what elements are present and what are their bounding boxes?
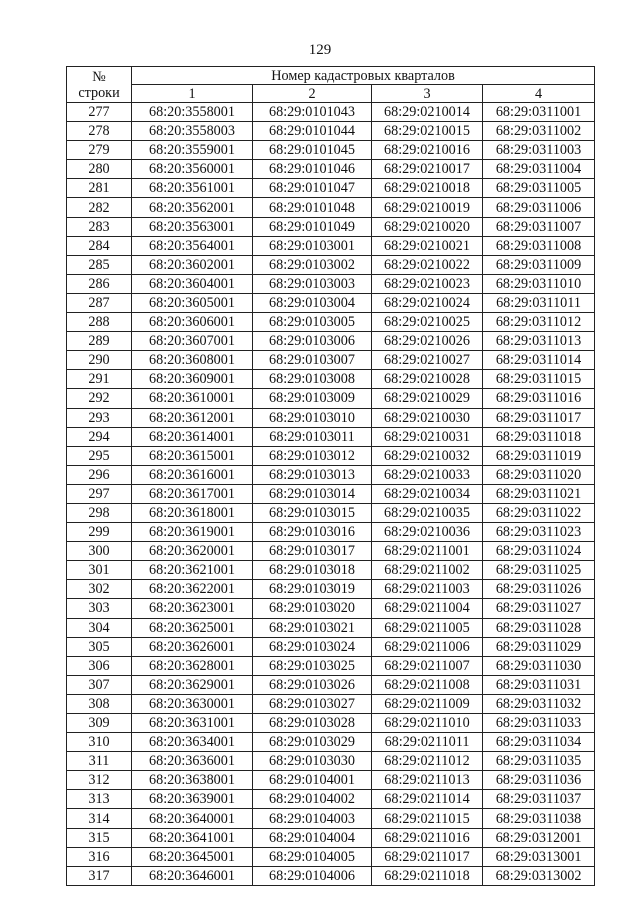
cadastral-number-col2: 68:29:0103002 <box>253 255 372 274</box>
cadastral-number-col1: 68:20:3604001 <box>132 274 253 293</box>
cadastral-number-col2: 68:29:0101043 <box>253 103 372 122</box>
row-number-cell: 285 <box>67 255 132 274</box>
cadastral-quarters-table <box>66 66 595 886</box>
cadastral-number-col1: 68:20:3641001 <box>132 828 253 847</box>
cadastral-number-col2: 68:29:0104003 <box>253 809 372 828</box>
table-row <box>67 790 595 809</box>
cadastral-number-col4: 68:29:0311036 <box>483 771 595 790</box>
table-row <box>67 427 595 446</box>
row-number-cell: 289 <box>67 332 132 351</box>
row-number-cell: 306 <box>67 656 132 675</box>
cadastral-number-col1: 68:20:3614001 <box>132 427 253 446</box>
cadastral-number-col2: 68:29:0103017 <box>253 542 372 561</box>
table-row <box>67 293 595 312</box>
cadastral-number-col1: 68:20:3640001 <box>132 809 253 828</box>
cadastral-number-col3: 68:29:0210027 <box>372 351 483 370</box>
cadastral-number-col3: 68:29:0210030 <box>372 408 483 427</box>
row-number-cell: 292 <box>67 389 132 408</box>
cadastral-number-col4: 68:29:0311017 <box>483 408 595 427</box>
cadastral-number-col1: 68:20:3560001 <box>132 160 253 179</box>
cadastral-number-col2: 68:29:0103012 <box>253 446 372 465</box>
cadastral-number-col3: 68:29:0210028 <box>372 370 483 389</box>
cadastral-number-col3: 68:29:0210025 <box>372 313 483 332</box>
row-number-cell: 316 <box>67 847 132 866</box>
cadastral-number-col1: 68:20:3605001 <box>132 293 253 312</box>
cadastral-number-col4: 68:29:0311005 <box>483 179 595 198</box>
cadastral-number-col4: 68:29:0311030 <box>483 656 595 675</box>
table-row <box>67 484 595 503</box>
table-row <box>67 408 595 427</box>
cadastral-number-col3: 68:29:0210023 <box>372 274 483 293</box>
cadastral-number-col2: 68:29:0103001 <box>253 236 372 255</box>
cadastral-number-col3: 68:29:0211010 <box>372 714 483 733</box>
cadastral-number-col2: 68:29:0103014 <box>253 484 372 503</box>
row-number-cell: 278 <box>67 122 132 141</box>
cadastral-number-col3: 68:29:0211009 <box>372 694 483 713</box>
cadastral-number-col1: 68:20:3634001 <box>132 733 253 752</box>
row-number-cell: 295 <box>67 446 132 465</box>
cadastral-number-col1: 68:20:3562001 <box>132 198 253 217</box>
column-header-3: 3 <box>372 85 483 103</box>
column-header-2: 2 <box>253 85 372 103</box>
table-row <box>67 561 595 580</box>
cadastral-number-col3: 68:29:0210016 <box>372 141 483 160</box>
cadastral-number-col4: 68:29:0311022 <box>483 503 595 522</box>
row-number-cell: 290 <box>67 351 132 370</box>
cadastral-number-col3: 68:29:0210015 <box>372 122 483 141</box>
row-number-cell: 298 <box>67 503 132 522</box>
cadastral-number-col2: 68:29:0104001 <box>253 771 372 790</box>
cadastral-number-col1: 68:20:3610001 <box>132 389 253 408</box>
cadastral-number-col3: 68:29:0211012 <box>372 752 483 771</box>
column-header-1: 1 <box>132 85 253 103</box>
row-number-cell: 312 <box>67 771 132 790</box>
table-row <box>67 828 595 847</box>
cadastral-number-col1: 68:20:3612001 <box>132 408 253 427</box>
cadastral-number-col4: 68:29:0311006 <box>483 198 595 217</box>
cadastral-number-col1: 68:20:3638001 <box>132 771 253 790</box>
cadastral-number-col2: 68:29:0103021 <box>253 618 372 637</box>
table-row <box>67 313 595 332</box>
cadastral-number-col3: 68:29:0210034 <box>372 484 483 503</box>
cadastral-number-col2: 68:29:0103028 <box>253 714 372 733</box>
cadastral-number-col2: 68:29:0103011 <box>253 427 372 446</box>
cadastral-number-col3: 68:29:0211005 <box>372 618 483 637</box>
row-number-cell: 313 <box>67 790 132 809</box>
row-number-cell: 302 <box>67 580 132 599</box>
table-row <box>67 694 595 713</box>
table-row <box>67 217 595 236</box>
row-number-cell: 308 <box>67 694 132 713</box>
table-row <box>67 656 595 675</box>
cadastral-number-col3: 68:29:0211006 <box>372 637 483 656</box>
table-row <box>67 389 595 408</box>
cadastral-number-col1: 68:20:3564001 <box>132 236 253 255</box>
row-number-cell: 288 <box>67 313 132 332</box>
cadastral-number-col1: 68:20:3561001 <box>132 179 253 198</box>
row-number-header-line2: строки <box>78 84 120 101</box>
cadastral-number-col4: 68:29:0311031 <box>483 675 595 694</box>
cadastral-number-col4: 68:29:0311010 <box>483 274 595 293</box>
cadastral-number-col1: 68:20:3619001 <box>132 523 253 542</box>
cadastral-number-col1: 68:20:3630001 <box>132 694 253 713</box>
row-number-cell: 282 <box>67 198 132 217</box>
row-number-cell: 299 <box>67 523 132 542</box>
cadastral-number-col2: 68:29:0103030 <box>253 752 372 771</box>
cadastral-number-col4: 68:29:0311032 <box>483 694 595 713</box>
cadastral-number-col2: 68:29:0101045 <box>253 141 372 160</box>
row-number-cell: 314 <box>67 809 132 828</box>
cadastral-number-col1: 68:20:3608001 <box>132 351 253 370</box>
row-number-cell: 284 <box>67 236 132 255</box>
cadastral-number-col3: 68:29:0210032 <box>372 446 483 465</box>
row-number-cell: 311 <box>67 752 132 771</box>
cadastral-number-col1: 68:20:3615001 <box>132 446 253 465</box>
cadastral-number-col1: 68:20:3639001 <box>132 790 253 809</box>
table-row <box>67 141 595 160</box>
cadastral-number-col1: 68:20:3609001 <box>132 370 253 389</box>
cadastral-number-col4: 68:29:0311035 <box>483 752 595 771</box>
row-number-cell: 281 <box>67 179 132 198</box>
row-number-cell: 301 <box>67 561 132 580</box>
cadastral-number-col4: 68:29:0311008 <box>483 236 595 255</box>
cadastral-number-col1: 68:20:3622001 <box>132 580 253 599</box>
row-number-cell: 317 <box>67 866 132 885</box>
cadastral-number-col4: 68:29:0311033 <box>483 714 595 733</box>
cadastral-number-col2: 68:29:0104004 <box>253 828 372 847</box>
cadastral-number-col1: 68:20:3617001 <box>132 484 253 503</box>
cadastral-number-col1: 68:20:3616001 <box>132 465 253 484</box>
table-row <box>67 160 595 179</box>
cadastral-number-col4: 68:29:0311034 <box>483 733 595 752</box>
table-row <box>67 332 595 351</box>
cadastral-number-col1: 68:20:3602001 <box>132 255 253 274</box>
cadastral-number-col3: 68:29:0210017 <box>372 160 483 179</box>
cadastral-number-col3: 68:29:0210020 <box>372 217 483 236</box>
row-number-cell: 277 <box>67 103 132 122</box>
cadastral-number-col3: 68:29:0211014 <box>372 790 483 809</box>
cadastral-number-col2: 68:29:0103027 <box>253 694 372 713</box>
table-row <box>67 465 595 484</box>
table-row <box>67 122 595 141</box>
row-number-cell: 283 <box>67 217 132 236</box>
cadastral-number-col4: 68:29:0311018 <box>483 427 595 446</box>
table-row <box>67 274 595 293</box>
cadastral-number-col2: 68:29:0103007 <box>253 351 372 370</box>
cadastral-number-col1: 68:20:3629001 <box>132 675 253 694</box>
cadastral-number-col1: 68:20:3645001 <box>132 847 253 866</box>
cadastral-number-col4: 68:29:0311007 <box>483 217 595 236</box>
cadastral-number-col4: 68:29:0311028 <box>483 618 595 637</box>
cadastral-number-col4: 68:29:0311001 <box>483 103 595 122</box>
row-number-cell: 309 <box>67 714 132 733</box>
cadastral-number-col3: 68:29:0210021 <box>372 236 483 255</box>
cadastral-group-header: Номер кадастровых кварталов <box>132 67 595 85</box>
cadastral-number-col1: 68:20:3607001 <box>132 332 253 351</box>
cadastral-number-col4: 68:29:0311026 <box>483 580 595 599</box>
cadastral-number-col2: 68:29:0101044 <box>253 122 372 141</box>
cadastral-number-col3: 68:29:0210031 <box>372 427 483 446</box>
row-number-cell: 279 <box>67 141 132 160</box>
table-row <box>67 714 595 733</box>
cadastral-number-col2: 68:29:0103029 <box>253 733 372 752</box>
table-row <box>67 351 595 370</box>
cadastral-number-col2: 68:29:0103013 <box>253 465 372 484</box>
cadastral-number-col2: 68:29:0103018 <box>253 561 372 580</box>
cadastral-number-col4: 68:29:0311003 <box>483 141 595 160</box>
cadastral-number-col3: 68:29:0210026 <box>372 332 483 351</box>
table-row <box>67 809 595 828</box>
cadastral-number-col2: 68:29:0103010 <box>253 408 372 427</box>
cadastral-number-col3: 68:29:0211002 <box>372 561 483 580</box>
row-number-cell: 307 <box>67 675 132 694</box>
cadastral-number-col2: 68:29:0103009 <box>253 389 372 408</box>
row-number-cell: 280 <box>67 160 132 179</box>
table-header <box>67 67 595 103</box>
cadastral-number-col3: 68:29:0211018 <box>372 866 483 885</box>
cadastral-number-col3: 68:29:0211007 <box>372 656 483 675</box>
cadastral-number-col2: 68:29:0101048 <box>253 198 372 217</box>
cadastral-number-col3: 68:29:0210024 <box>372 293 483 312</box>
cadastral-number-col2: 68:29:0103008 <box>253 370 372 389</box>
cadastral-number-col4: 68:29:0313001 <box>483 847 595 866</box>
cadastral-number-col4: 68:29:0311019 <box>483 446 595 465</box>
cadastral-number-col1: 68:20:3563001 <box>132 217 253 236</box>
cadastral-number-col1: 68:20:3620001 <box>132 542 253 561</box>
cadastral-number-col2: 68:29:0103019 <box>253 580 372 599</box>
cadastral-number-col2: 68:29:0103004 <box>253 293 372 312</box>
row-number-cell: 310 <box>67 733 132 752</box>
table-row <box>67 866 595 885</box>
cadastral-number-col1: 68:20:3559001 <box>132 141 253 160</box>
column-header-4: 4 <box>483 85 595 103</box>
cadastral-number-col4: 68:29:0311023 <box>483 523 595 542</box>
cadastral-number-col3: 68:29:0210022 <box>372 255 483 274</box>
cadastral-number-col2: 68:29:0101049 <box>253 217 372 236</box>
page-number: 129 <box>308 42 332 58</box>
cadastral-number-col4: 68:29:0311014 <box>483 351 595 370</box>
cadastral-number-col4: 68:29:0311004 <box>483 160 595 179</box>
cadastral-number-col1: 68:20:3626001 <box>132 637 253 656</box>
table-row <box>67 771 595 790</box>
cadastral-number-col1: 68:20:3558001 <box>132 103 253 122</box>
cadastral-number-col3: 68:29:0210014 <box>372 103 483 122</box>
cadastral-number-col2: 68:29:0103020 <box>253 599 372 618</box>
cadastral-number-col1: 68:20:3623001 <box>132 599 253 618</box>
cadastral-number-col4: 68:29:0312001 <box>483 828 595 847</box>
table-row <box>67 752 595 771</box>
table-row <box>67 847 595 866</box>
table-row <box>67 580 595 599</box>
cadastral-number-col4: 68:29:0311015 <box>483 370 595 389</box>
cadastral-number-col4: 68:29:0311024 <box>483 542 595 561</box>
cadastral-number-col3: 68:29:0211017 <box>372 847 483 866</box>
cadastral-number-col2: 68:29:0103003 <box>253 274 372 293</box>
cadastral-number-col3: 68:29:0210029 <box>372 389 483 408</box>
cadastral-number-col2: 68:29:0104006 <box>253 866 372 885</box>
table-row <box>67 103 595 122</box>
cadastral-number-col4: 68:29:0311016 <box>483 389 595 408</box>
cadastral-number-col1: 68:20:3646001 <box>132 866 253 885</box>
cadastral-number-col1: 68:20:3606001 <box>132 313 253 332</box>
row-number-cell: 303 <box>67 599 132 618</box>
table-row <box>67 523 595 542</box>
cadastral-number-col2: 68:29:0103024 <box>253 637 372 656</box>
cadastral-number-col3: 68:29:0210019 <box>372 198 483 217</box>
cadastral-number-col4: 68:29:0311012 <box>483 313 595 332</box>
row-number-cell: 291 <box>67 370 132 389</box>
row-number-cell: 296 <box>67 465 132 484</box>
cadastral-number-col2: 68:29:0103015 <box>253 503 372 522</box>
cadastral-number-col3: 68:29:0211003 <box>372 580 483 599</box>
cadastral-number-col2: 68:29:0101046 <box>253 160 372 179</box>
cadastral-number-col2: 68:29:0103005 <box>253 313 372 332</box>
row-number-cell: 305 <box>67 637 132 656</box>
table-row <box>67 675 595 694</box>
row-number-cell: 293 <box>67 408 132 427</box>
cadastral-number-col4: 68:29:0311025 <box>483 561 595 580</box>
row-number-cell: 294 <box>67 427 132 446</box>
cadastral-number-col4: 68:29:0311037 <box>483 790 595 809</box>
cadastral-number-col1: 68:20:3618001 <box>132 503 253 522</box>
cadastral-number-col4: 68:29:0311002 <box>483 122 595 141</box>
cadastral-number-col3: 68:29:0211016 <box>372 828 483 847</box>
cadastral-number-col2: 68:29:0104002 <box>253 790 372 809</box>
cadastral-number-col3: 68:29:0210036 <box>372 523 483 542</box>
cadastral-number-col4: 68:29:0311013 <box>483 332 595 351</box>
cadastral-number-col3: 68:29:0211004 <box>372 599 483 618</box>
table-body <box>67 103 595 886</box>
table-row <box>67 503 595 522</box>
cadastral-number-col4: 68:29:0311038 <box>483 809 595 828</box>
row-number-cell: 300 <box>67 542 132 561</box>
table-row <box>67 733 595 752</box>
cadastral-number-col1: 68:20:3625001 <box>132 618 253 637</box>
cadastral-number-col4: 68:29:0311021 <box>483 484 595 503</box>
table-row <box>67 370 595 389</box>
cadastral-number-col3: 68:29:0211013 <box>372 771 483 790</box>
cadastral-number-col1: 68:20:3636001 <box>132 752 253 771</box>
row-number-header-line1: № <box>92 68 106 85</box>
cadastral-number-col4: 68:29:0311020 <box>483 465 595 484</box>
table-row <box>67 446 595 465</box>
table-row <box>67 179 595 198</box>
cadastral-number-col2: 68:29:0103016 <box>253 523 372 542</box>
cadastral-number-col1: 68:20:3621001 <box>132 561 253 580</box>
cadastral-number-col1: 68:20:3628001 <box>132 656 253 675</box>
table-row <box>67 637 595 656</box>
row-number-cell: 315 <box>67 828 132 847</box>
cadastral-number-col3: 68:29:0211015 <box>372 809 483 828</box>
cadastral-number-col4: 68:29:0311027 <box>483 599 595 618</box>
cadastral-number-col3: 68:29:0211001 <box>372 542 483 561</box>
row-number-cell: 297 <box>67 484 132 503</box>
cadastral-number-col4: 68:29:0311029 <box>483 637 595 656</box>
table-row <box>67 599 595 618</box>
cadastral-number-col3: 68:29:0211011 <box>372 733 483 752</box>
cadastral-number-col3: 68:29:0210033 <box>372 465 483 484</box>
cadastral-number-col4: 68:29:0311009 <box>483 255 595 274</box>
cadastral-number-col2: 68:29:0101047 <box>253 179 372 198</box>
cadastral-number-col3: 68:29:0210018 <box>372 179 483 198</box>
table-row <box>67 236 595 255</box>
cadastral-number-col2: 68:29:0103026 <box>253 675 372 694</box>
cadastral-number-col2: 68:29:0103006 <box>253 332 372 351</box>
table-row <box>67 255 595 274</box>
cadastral-number-col4: 68:29:0311011 <box>483 293 595 312</box>
cadastral-number-col1: 68:20:3631001 <box>132 714 253 733</box>
cadastral-number-col2: 68:29:0103025 <box>253 656 372 675</box>
table-row <box>67 542 595 561</box>
cadastral-number-col4: 68:29:0313002 <box>483 866 595 885</box>
row-number-header <box>67 67 132 103</box>
table-row <box>67 198 595 217</box>
row-number-cell: 287 <box>67 293 132 312</box>
cadastral-number-col2: 68:29:0104005 <box>253 847 372 866</box>
cadastral-number-col1: 68:20:3558003 <box>132 122 253 141</box>
cadastral-number-col3: 68:29:0210035 <box>372 503 483 522</box>
cadastral-number-col3: 68:29:0211008 <box>372 675 483 694</box>
row-number-cell: 304 <box>67 618 132 637</box>
row-number-cell: 286 <box>67 274 132 293</box>
table-row <box>67 618 595 637</box>
